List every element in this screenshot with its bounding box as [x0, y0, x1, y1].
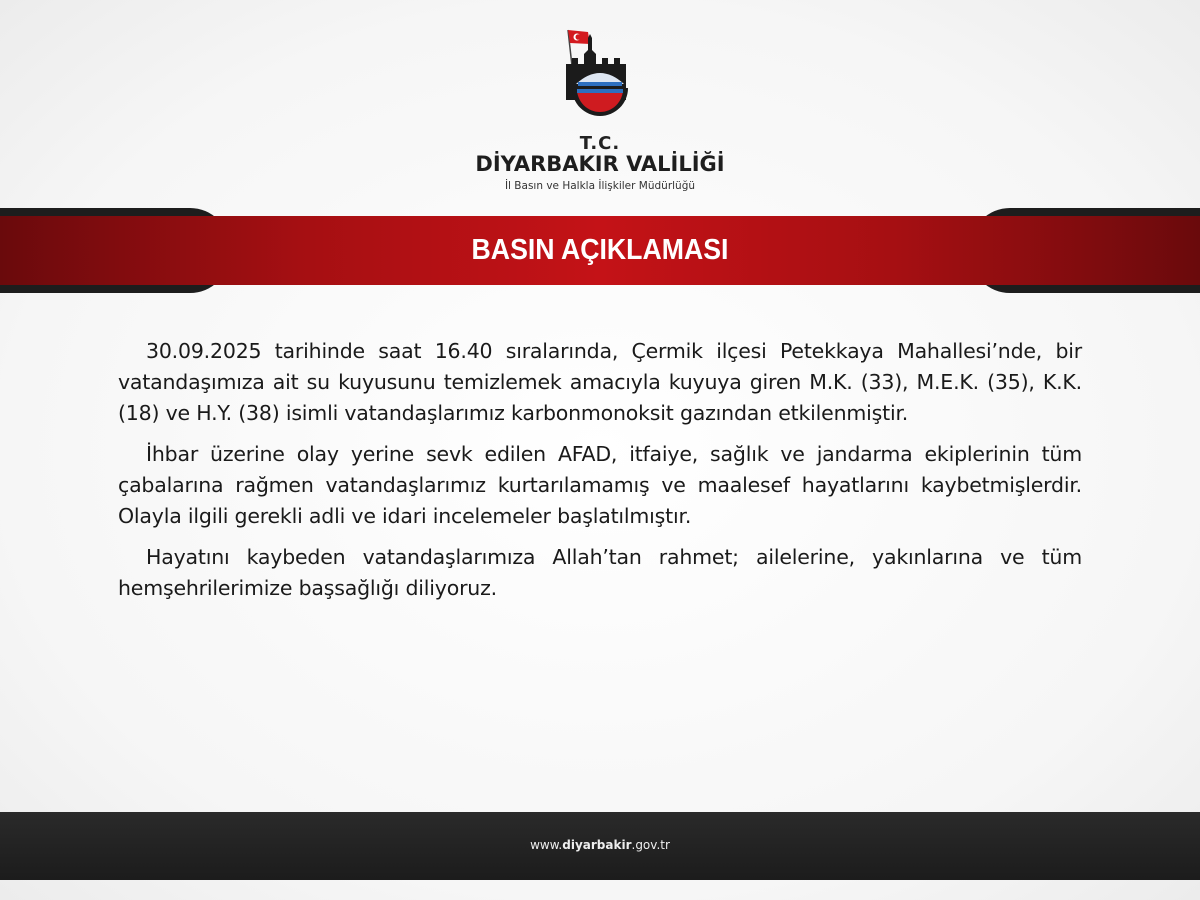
paragraph: Hayatını kaybeden vatandaşlarımıza Allah’tan rahmet; ailelerine, yakınlarına ve tüm hemşehrilerimize başsağlığı diliyoruz. [118, 545, 1082, 600]
header-tc: T.C. [579, 133, 621, 154]
footer-url[interactable] [0, 838, 1200, 852]
header-institution: DİYARBAKIR VALİLİĞİ [475, 152, 725, 176]
header-department: İl Basın ve Halkla İlişkiler Müdürlüğü [504, 180, 696, 192]
banner-title: BASIN AÇIKLAMASI [471, 234, 729, 266]
press-release-body [118, 336, 1082, 614]
url-domain: diyarbakir [562, 838, 632, 852]
paragraph: İhbar üzerine olay yerine sevk edilen AFAD, itfaiye, sağlık ve jandarma ekiplerinin tüm çabalarına rağmen vatandaşlarımız kurtarılamamış ve maalesef hayatlarını kaybetmişlerdir. Olayla ilgili gerekli adli ve idari incelemeler başlatılmıştır. [118, 442, 1082, 528]
url-suffix: .gov.tr [631, 838, 670, 852]
paragraph: 30.09.2025 tarihinde saat 16.40 sıralarında, Çermik ilçesi Petekkaya Mahallesi’nde, bir vatandaşımıza ait su kuyusunu temizlemek amacıyla kuyuya giren M.K. (33), M.E.K. (35), K.K. (18) ve H.Y. (38) isimli vatandaşlarımız karbonmonoksit gazından etkilenmiştir. [118, 339, 1082, 425]
diyarbakir-valiligi-logo [560, 26, 640, 126]
url-prefix: www. [530, 838, 563, 852]
